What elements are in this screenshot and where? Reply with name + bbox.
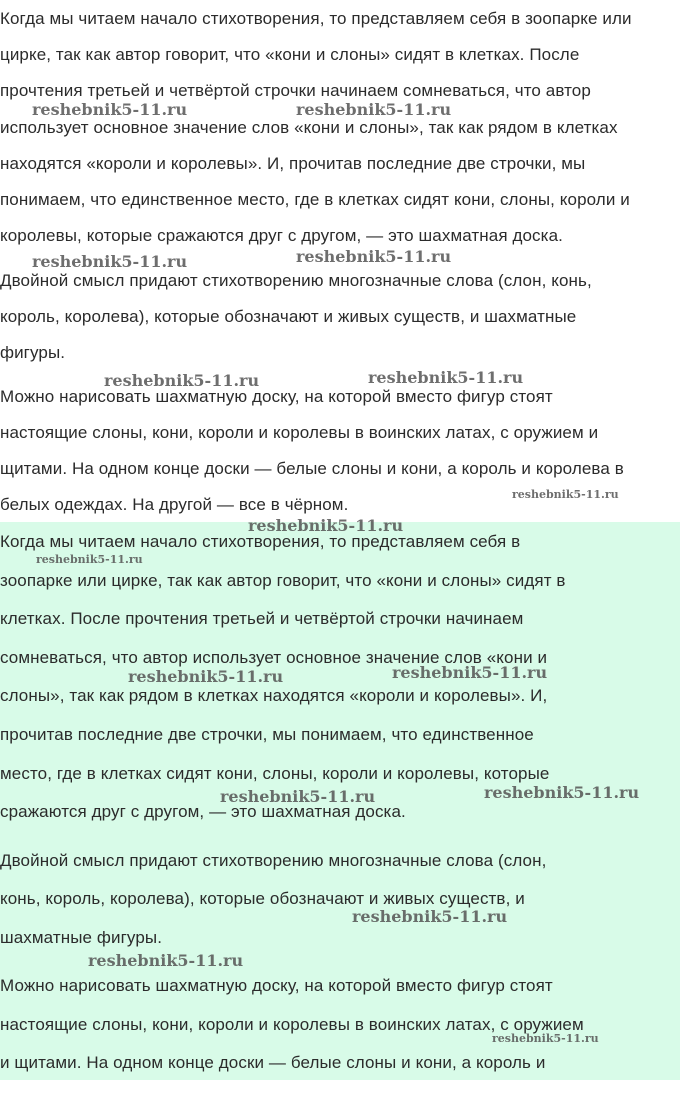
watermark-text: reshebnik5-11.ru bbox=[88, 951, 244, 970]
watermark-text: reshebnik5-11.ru bbox=[296, 100, 452, 119]
text-line: фигуры. bbox=[0, 343, 66, 362]
watermark-text: reshebnik5-11.ru bbox=[392, 663, 548, 682]
text-line: слоны», так как рядом в клетках находятся «короли и королевы». И, bbox=[0, 686, 548, 705]
watermark-text: reshebnik5-11.ru bbox=[104, 371, 260, 390]
watermark-text: reshebnik5-11.ru bbox=[368, 368, 524, 387]
text-line: сражаются друг с другом, — это шахматная доска. bbox=[0, 802, 406, 821]
text-line: находятся «короли и королевы». И, прочитав последние две строчки, мы bbox=[0, 154, 586, 173]
text-line: использует основное значение слов «кони и слоны», так как рядом в клетках bbox=[0, 118, 618, 137]
text-line: королевы, которые сражаются друг с другом, — это шахматная доска. bbox=[0, 226, 563, 245]
watermark-text: reshebnik5-11.ru bbox=[492, 1032, 599, 1045]
watermark-text: reshebnik5-11.ru bbox=[32, 252, 188, 271]
text-line: конь, король, королева), которые обозначают и живых существ, и bbox=[0, 889, 525, 908]
text-line: Когда мы читаем начало стихотворения, то представляем себя в зоопарке или bbox=[0, 9, 632, 28]
watermark-text: reshebnik5-11.ru bbox=[220, 787, 376, 806]
text-line: Двойной смысл придают стихотворению многозначные слова (слон, bbox=[0, 851, 547, 870]
watermark-text: reshebnik5-11.ru bbox=[128, 667, 284, 686]
text-line: цирке, так как автор говорит, что «кони и слоны» сидят в клетках. После bbox=[0, 45, 580, 64]
watermark-text: reshebnik5-11.ru bbox=[248, 516, 404, 535]
text-line: Можно нарисовать шахматную доску, на которой вместо фигур стоят bbox=[0, 387, 553, 406]
watermark-text: reshebnik5-11.ru bbox=[296, 247, 452, 266]
text-line: сомневаться, что автор использует основное значение слов «кони и bbox=[0, 648, 548, 667]
text-line: Когда мы читаем начало стихотворения, то представляем себя в bbox=[0, 532, 521, 551]
text-line: щитами. На одном конце доски — белые слоны и кони, а король и королева в bbox=[0, 459, 624, 478]
text-line: понимаем, что единственное место, где в клетках сидят кони, слоны, короли и bbox=[0, 190, 630, 209]
text-line: король, королева), которые обозначают и живых существ, и шахматные bbox=[0, 307, 577, 326]
text-line: Двойной смысл придают стихотворению многозначные слова (слон, конь, bbox=[0, 271, 592, 290]
text-line: прочтения третьей и четвёртой строчки начинаем сомневаться, что автор bbox=[0, 81, 591, 100]
text-line: зоопарке или цирке, так как автор говорит, что «кони и слоны» сидят в bbox=[0, 571, 566, 590]
text-line: настоящие слоны, кони, короли и королевы в воинских латах, с оружием и bbox=[0, 423, 599, 442]
watermark-text: reshebnik5-11.ru bbox=[512, 488, 619, 501]
text-line: клетках. После прочтения третьей и четвёртой строчки начинаем bbox=[0, 609, 524, 628]
watermark-text: reshebnik5-11.ru bbox=[352, 907, 508, 926]
text-line: белых одеждах. На другой — все в чёрном. bbox=[0, 495, 349, 514]
text-line: место, где в клетках сидят кони, слоны, короли и королевы, которые bbox=[0, 764, 550, 783]
text-line: шахматные фигуры. bbox=[0, 928, 163, 947]
watermark-text: reshebnik5-11.ru bbox=[36, 553, 143, 566]
text-line: Можно нарисовать шахматную доску, на которой вместо фигур стоят bbox=[0, 976, 553, 995]
watermark-text: reshebnik5-11.ru bbox=[484, 783, 640, 802]
text-line: прочитав последние две строчки, мы понимаем, что единственное bbox=[0, 725, 534, 744]
watermark-text: reshebnik5-11.ru bbox=[32, 100, 188, 119]
text-line: настоящие слоны, кони, короли и королевы в воинских латах, с оружием bbox=[0, 1015, 584, 1034]
text-line: и щитами. На одном конце доски — белые слоны и кони, а король и bbox=[0, 1053, 546, 1072]
